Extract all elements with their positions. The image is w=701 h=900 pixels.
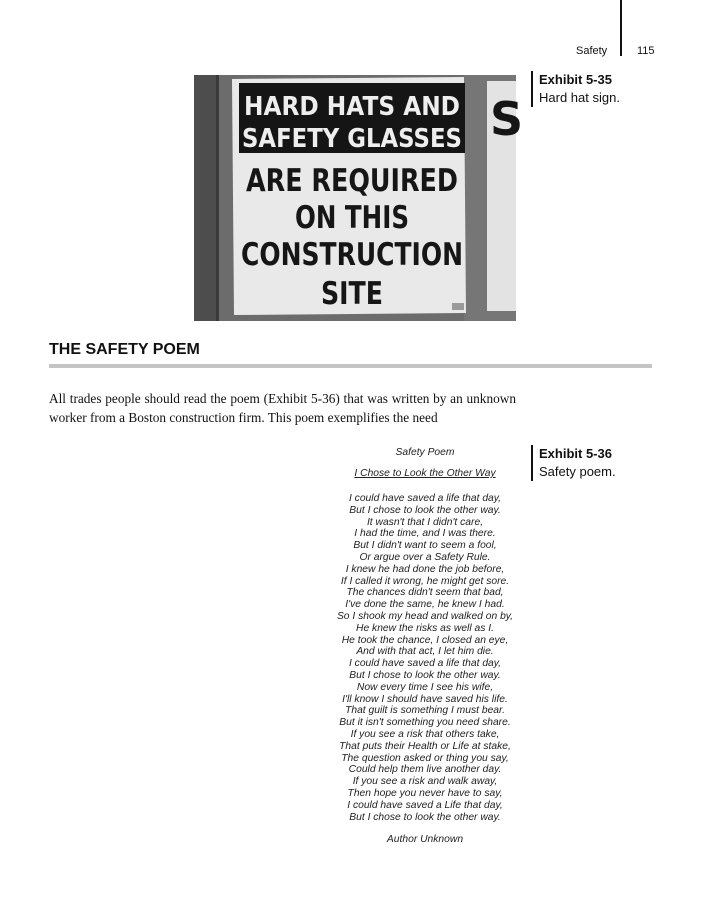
poem-line: That puts their Health or Life at stake, [339,740,511,752]
poem-line: The chances didn't seem that bad, [346,587,504,599]
sign-line-4: ON THIS [295,200,409,236]
hard-hat-sign-photo [194,75,524,321]
poem-line: I could have saved a life that day, [348,493,502,504]
sign-line-3: ARE REQUIRED [246,163,458,199]
poem-line: But I chose to look the other way. [349,811,501,823]
poem-line: The question asked or thing you say, [341,752,509,764]
exhibit-5-36-caption [531,445,616,481]
header-rule [620,0,622,56]
poem-lines [320,493,530,823]
poem-line: I knew he had done the job before, [345,563,505,575]
exhibit-caption: Hard hat sign. [539,90,620,105]
sign-board [232,77,466,315]
exhibit-5-35-caption [531,71,620,107]
section-title: THE SAFETY POEM [49,341,200,358]
page-number: 115 [637,45,655,57]
poem-line: If I called it wrong, he might get sore. [340,575,510,587]
poem-line: But it isn't something you need share. [339,717,511,729]
running-header-section: Safety [576,45,608,57]
adjacent-sign [487,81,523,311]
poem-line: It wasn't that I didn't care, [366,516,484,528]
sign-line-6: SITE [321,276,383,312]
body-paragraph: All trades people should read the poem (Exhibit 5-36) that was written by an unknown worker from a Boston construction firm. This poem exemplifies the need [49,391,516,425]
adjacent-sign-letter: S [490,92,524,146]
poem-line: Now every time I see his wife, [356,681,494,693]
poem-line: And with that act, I let him die. [356,646,494,658]
exhibit-caption: Safety poem. [539,464,616,479]
poem-line: Could help them live another day. [348,764,502,776]
poem-line: But I didn't want to seem a fool, [353,540,497,552]
poem-line: I had the time, and I was there. [354,528,496,540]
poem-author: Author Unknown [386,834,464,846]
poem-line: I could have saved a life that day, [348,658,502,670]
exhibit-number: Exhibit 5-35 [539,72,612,87]
poem-line: He took the chance, I closed an eye, [341,634,509,646]
poem-line: If you see a risk and walk away, [352,776,498,788]
poem-line: I'll know I should have saved his life. [342,693,508,705]
poem-line: Then hope you never have to say, [347,787,503,799]
poem-line: If you see a risk that others take, [350,728,500,740]
sign-label-tag [452,303,464,310]
poem-line: So I shook my head and walked on by, [336,610,514,622]
section-rule [49,364,652,368]
poem-line: I've done the same, he knew I had. [345,599,505,611]
poem-line: He knew the risks as well as I. [356,622,494,634]
sign-line-1: HARD HATS AND [244,92,460,122]
safety-poem [320,446,530,847]
sign-line-2: SAFETY GLASSES [242,124,462,154]
poem-line: I could have saved a Life that day, [347,799,503,811]
poem-title: Safety Poem [395,447,455,458]
poem-line: But I chose to look the other way. [349,504,501,516]
exhibit-number: Exhibit 5-36 [539,446,612,461]
poem-subtitle: I Chose to Look the Other Way [354,468,496,479]
sign-line-5: CONSTRUCTION [241,237,463,273]
poem-line: Or argue over a Safety Rule. [359,551,491,563]
poem-line: That guilt is something I must bear. [345,705,505,717]
poem-line: But I chose to look the other way. [349,669,501,681]
